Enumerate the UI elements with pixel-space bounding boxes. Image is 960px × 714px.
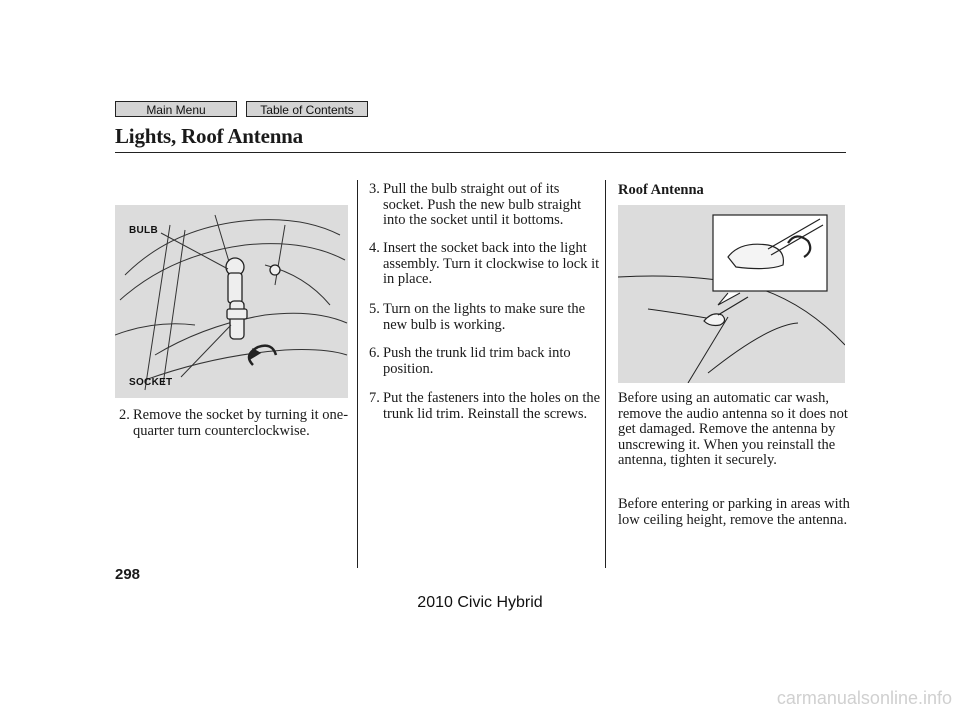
antenna-paragraph-1: Before using an automatic car wash, remove the audio antenna so it does not get damaged. Remove the antenna by unscrewing it. When you reinstall the antenna, tighten it securely.	[618, 390, 848, 468]
page-number: 298	[115, 566, 141, 583]
main-menu-button[interactable]: Main Menu	[115, 101, 237, 117]
step-text: Pull the bulb straight out of its socket. Push the new bulb straight into the socket until it bottoms.	[383, 181, 582, 228]
step-text: Remove the socket by turning it one-quarter turn counterclockwise.	[133, 407, 349, 439]
section-heading: Roof Antenna	[618, 182, 704, 198]
step-number: 5.	[369, 301, 380, 317]
page-title: Lights, Roof Antenna	[115, 124, 303, 148]
step-number: 2.	[119, 407, 130, 423]
step-2	[119, 408, 355, 439]
step-number: 6.	[369, 345, 380, 361]
roof-antenna-drawing	[618, 205, 845, 383]
step-text: Push the trunk lid trim back into position.	[383, 345, 571, 377]
step-text: Turn on the lights to make sure the new bulb is working.	[383, 301, 586, 333]
column-divider-left	[357, 180, 358, 568]
step-text: Insert the socket back into the light assembly. Turn it clockwise to lock it in place.	[383, 240, 600, 287]
column-divider-right	[605, 180, 606, 568]
step-3	[369, 182, 603, 229]
step-4	[369, 241, 603, 288]
model-name: 2010 Civic Hybrid	[417, 594, 543, 611]
step-5	[369, 302, 603, 333]
step-text: Put the fasteners into the holes on the trunk lid trim. Reinstall the screws.	[383, 390, 601, 422]
title-divider	[115, 152, 846, 153]
step-6	[369, 346, 603, 377]
antenna-paragraph-2: Before entering or parking in areas with low ceiling height, remove the antenna.	[618, 496, 850, 528]
step-number: 3.	[369, 181, 380, 197]
step-number: 7.	[369, 390, 380, 406]
watermark: carmanualsonline.info	[776, 688, 952, 708]
socket-label: SOCKET	[129, 377, 173, 388]
table-of-contents-button[interactable]: Table of Contents	[246, 101, 368, 117]
roof-antenna-illustration	[618, 205, 845, 383]
bulb-socket-illustration	[115, 205, 348, 398]
bulb-label: BULB	[129, 225, 158, 236]
step-7	[369, 391, 603, 422]
step-number: 4.	[369, 240, 380, 256]
